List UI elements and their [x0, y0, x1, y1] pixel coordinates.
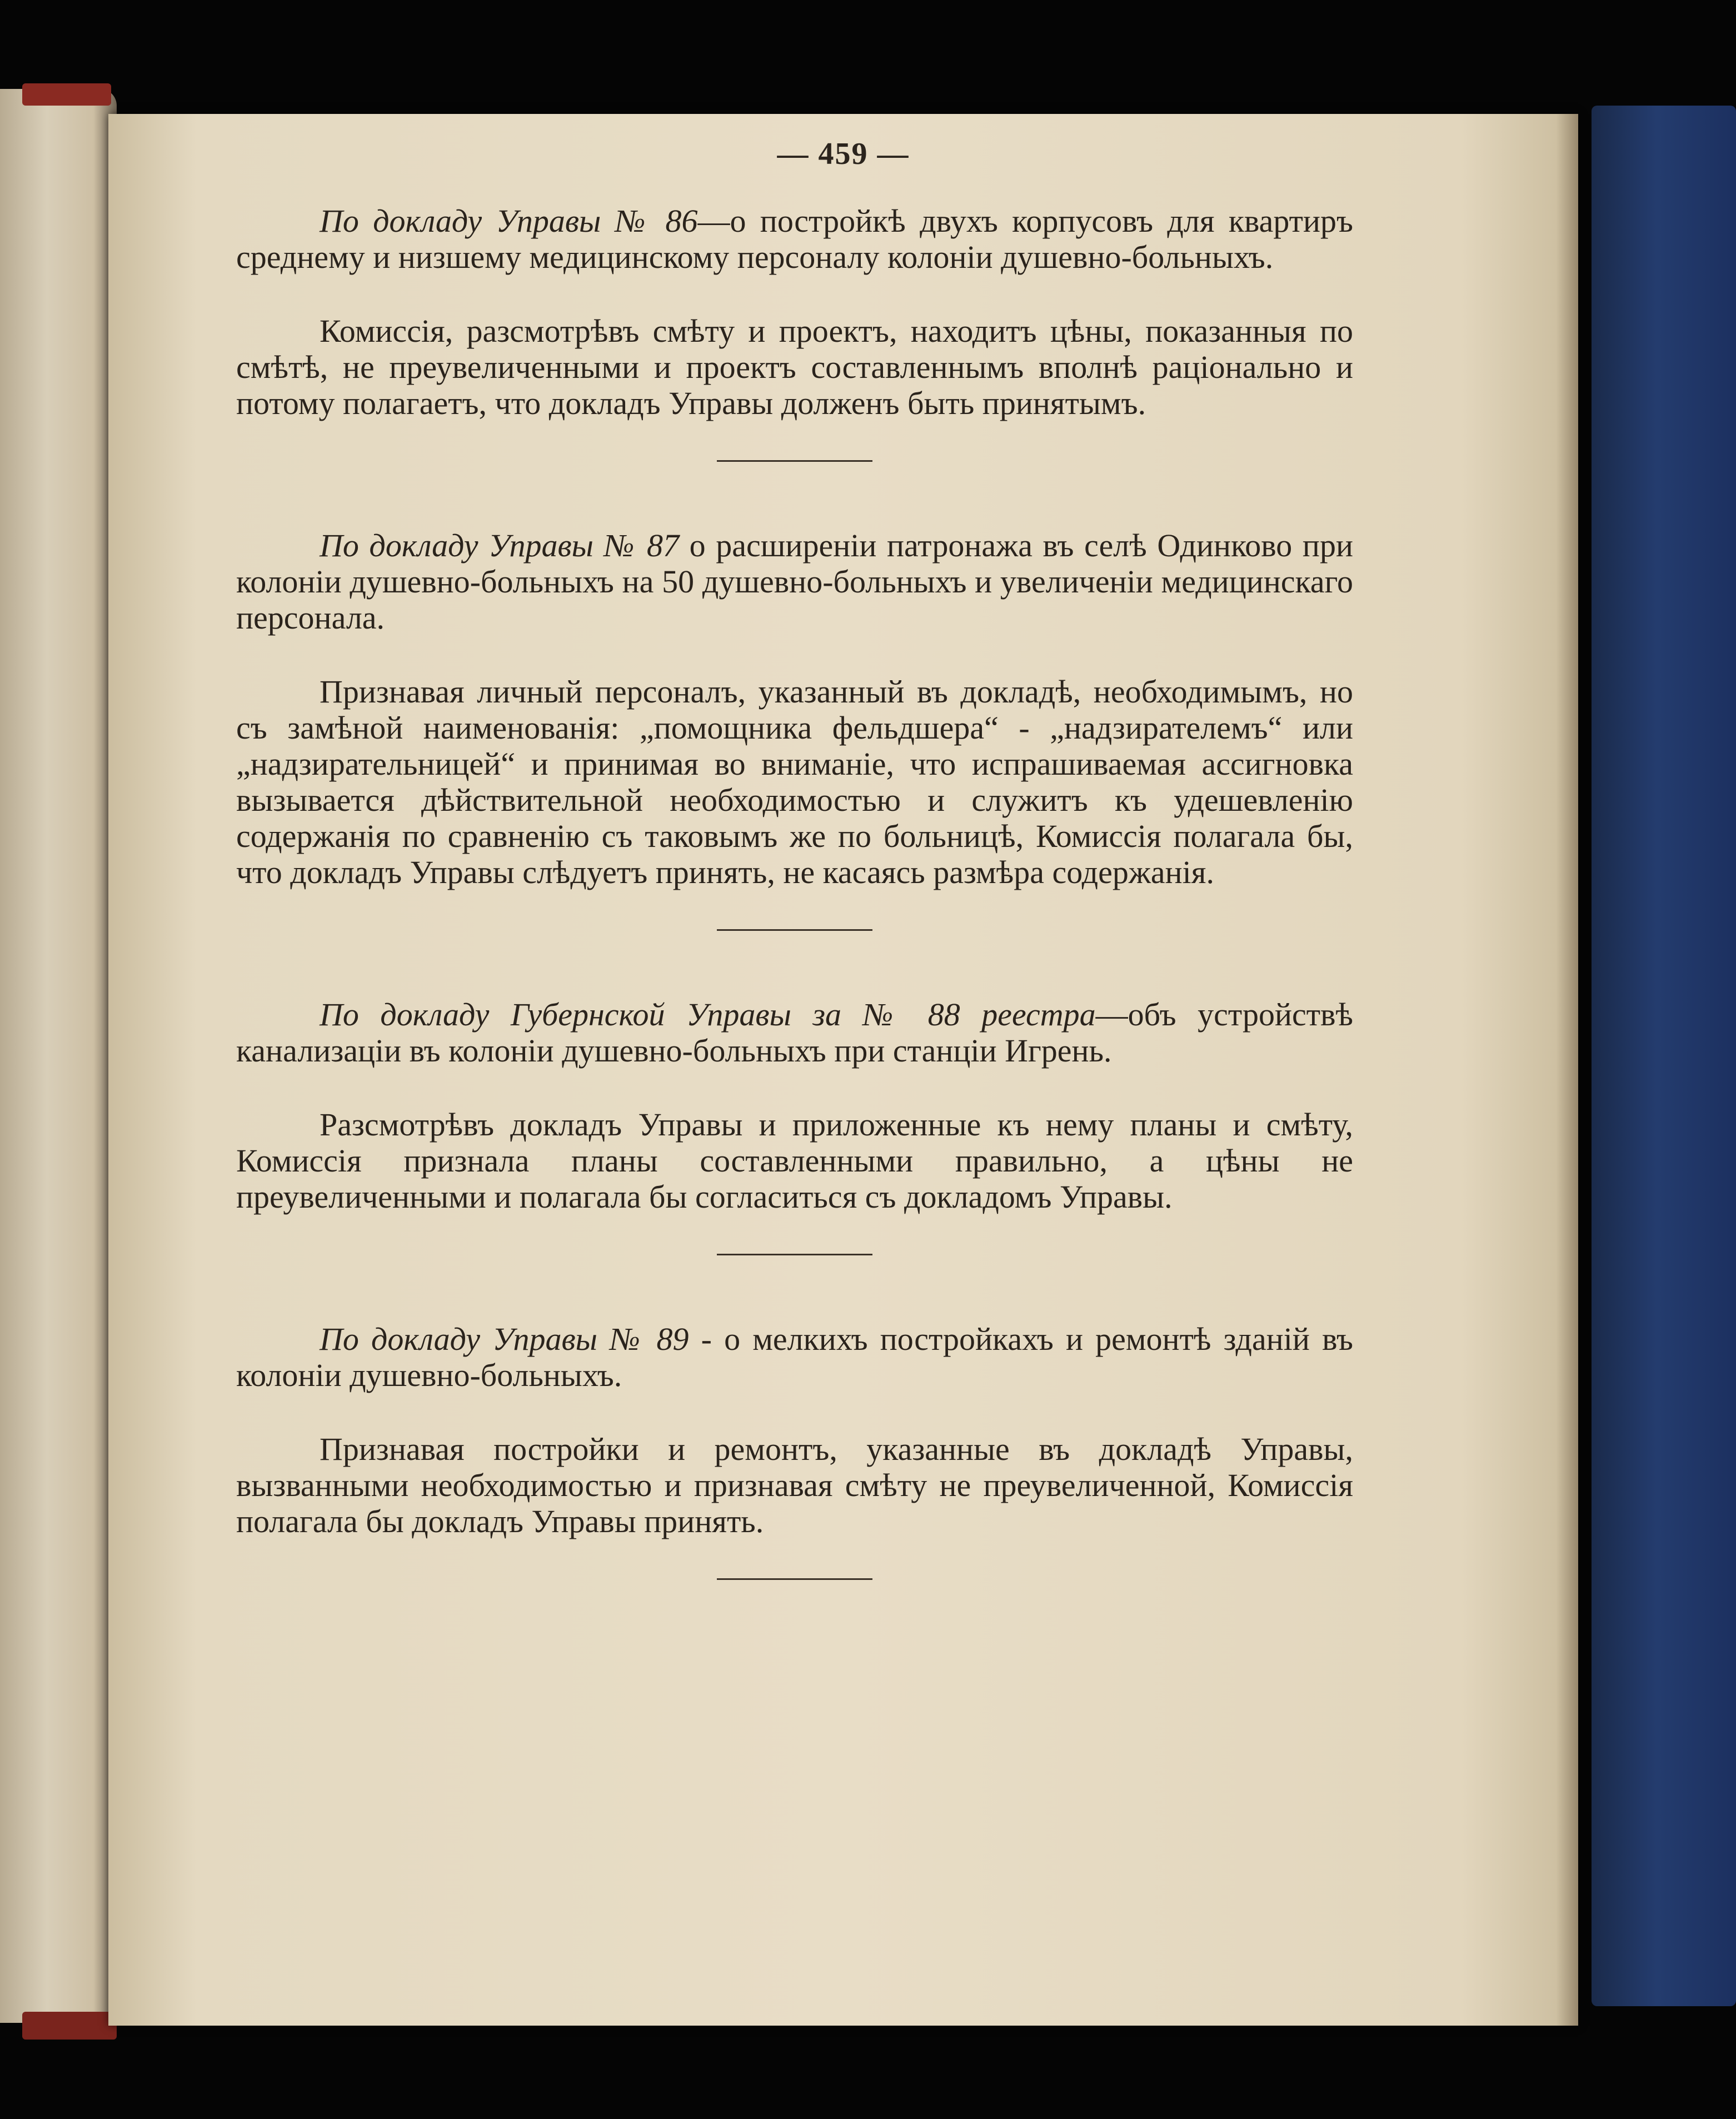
section-divider — [717, 1254, 872, 1255]
report-heading — [236, 203, 1353, 275]
report-section — [236, 527, 1353, 890]
commission-opinion: Признавая постройки и ремонтъ, указанные въ докладѣ Управы, вызванными необходимостью и признавая смѣту не преувеличенной, Комиссія полагала бы докладъ Управы принять. — [236, 1431, 1353, 1539]
commission-opinion: Комиссія, разсмотрѣвъ смѣту и проектъ, находитъ цѣны, показанныя по смѣтѣ, не преувеличенными и проектъ составленнымъ вполнѣ раціонально и потому полагаетъ, что докладъ Управы долженъ быть принятымъ. — [236, 313, 1353, 421]
report-subject: о расширеніи патронажа въ селѣ Одинково при колоніи душевно-больныхъ на 50 душевно-больныхъ и увеличеніи медицинскаго персонала. — [236, 527, 1354, 636]
report-intro: По докладу Управы № 89 — [320, 1321, 689, 1357]
binding-corner-bottom — [22, 2012, 117, 2040]
report-intro: По докладу Губернской Управы за № 88 реестра — [320, 996, 1096, 1033]
report-heading — [236, 527, 1353, 636]
report-section — [236, 996, 1353, 1215]
left-page-edge — [0, 89, 117, 2023]
report-heading — [236, 1321, 1353, 1393]
page-shadow — [1556, 114, 1578, 2026]
commission-opinion: Разсмотрѣвъ докладъ Управы и приложенные къ нему планы и смѣту, Комиссія признала планы составленными правильно, а цѣны не преувеличенными и полагала бы согласиться съ докладомъ Управы. — [236, 1106, 1353, 1215]
report-subject: —о постройкѣ двухъ корпусовъ для квартиръ среднему и низшему медицинскому персоналу колоніи душевно-больныхъ. — [236, 203, 1353, 275]
report-subject: —объ устройствѣ канализаціи въ колоніи душевно-больныхъ при станціи Игрень. — [236, 996, 1353, 1069]
report-intro: По докладу Управы № 86 — [320, 203, 698, 239]
report-section — [236, 1321, 1353, 1539]
page-number: — 459 — — [777, 137, 910, 171]
report-intro: По докладу Управы № 87 — [320, 527, 680, 564]
binding-corner-top — [22, 83, 111, 106]
section-divider — [717, 929, 872, 931]
page-content — [236, 203, 1353, 1646]
book-page — [108, 114, 1578, 2026]
report-section — [236, 203, 1353, 421]
report-subject: - о мелкихъ постройкахъ и ремонтѣ зданій въ колоніи душевно-больныхъ. — [236, 1321, 1353, 1393]
book-cover — [1592, 106, 1736, 2006]
commission-opinion: Признавая личный персоналъ, указанный въ докладѣ, необходимымъ, но съ замѣной наименованія: „помощника фельдшера“ - „надзирателемъ“ или „надзирательницей“ и принимая во вниманіе, что испрашиваемая ассигновка вызывается дѣйствительной необходимостью и служитъ къ удешевленію содержанія по сравненію съ таковымъ же по больницѣ, Комиссія полагала бы, что докладъ Управы слѣдуетъ принять, не касаясь размѣра содержанія. — [236, 674, 1353, 890]
report-heading — [236, 996, 1353, 1069]
section-divider — [717, 1578, 872, 1580]
section-divider — [717, 460, 872, 462]
